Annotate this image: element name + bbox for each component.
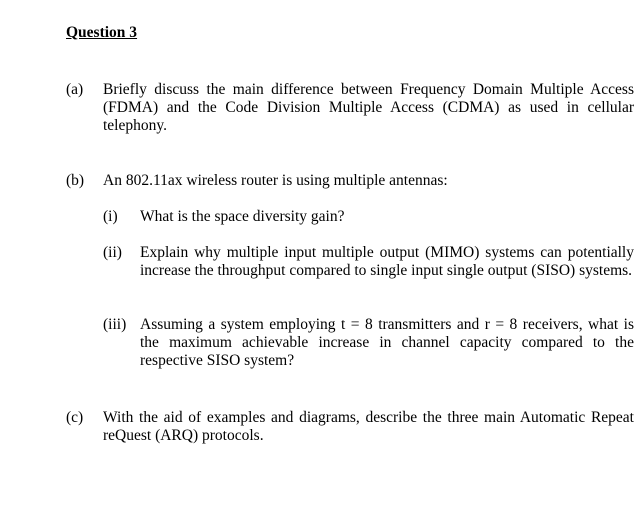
part-b-ii-label: (ii) (103, 244, 122, 261)
part-b-i-text: What is the space diversity gain? (140, 208, 345, 225)
part-b-ii (103, 244, 634, 280)
part-b-iii (103, 316, 634, 370)
part-b-i-label: (i) (103, 208, 118, 225)
part-b-i (103, 208, 634, 226)
part-b-iii-text: Assuming a system employing t = 8 transmitters and r = 8 receivers, what is the maximum achievable increase in channel capacity compared to the respective SISO system? (140, 316, 634, 369)
part-b (66, 172, 634, 190)
part-b-label: (b) (66, 172, 85, 189)
part-a-label: (a) (66, 81, 84, 98)
part-c-label: (c) (66, 409, 84, 426)
part-b-text: An 802.11ax wireless router is using multiple antennas: (103, 172, 448, 189)
part-c (66, 409, 634, 445)
question-title: Question 3 (66, 24, 138, 41)
part-b-ii-text: Explain why multiple input multiple output (MIMO) systems can potentially increase the throughput compared to single input single output (SISO) systems. (140, 244, 634, 279)
part-a-text: Briefly discuss the main difference between Frequency Domain Multiple Access (FDMA) and the Code Division Multiple Access (CDMA) as used in cellular telephony. (103, 81, 634, 134)
part-b-iii-label: (iii) (103, 316, 127, 333)
part-c-text: With the aid of examples and diagrams, describe the three main Automatic Repeat reQuest (ARQ) protocols. (103, 409, 634, 444)
part-a (66, 81, 634, 135)
